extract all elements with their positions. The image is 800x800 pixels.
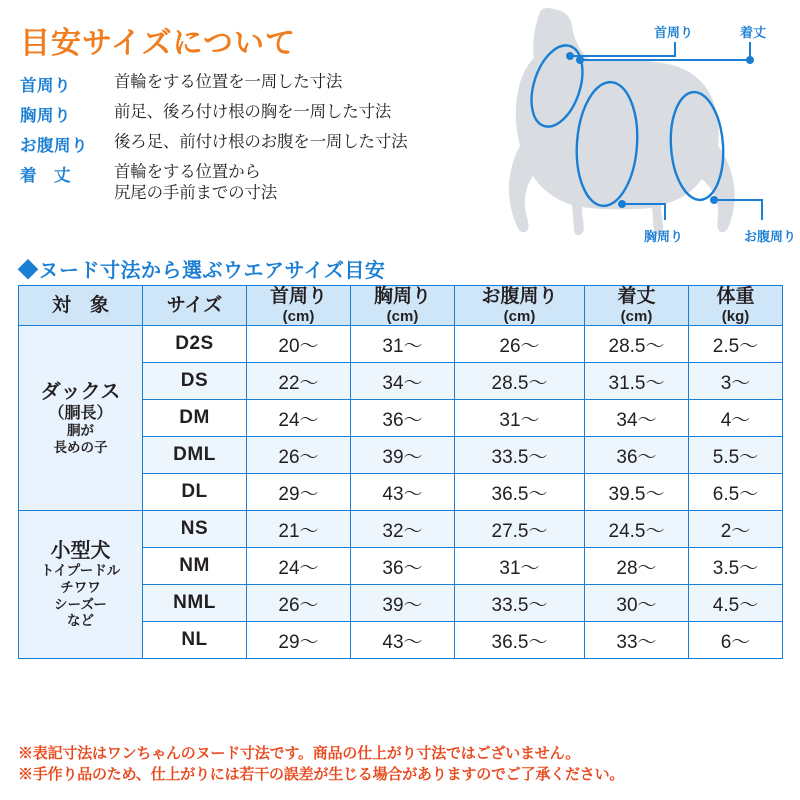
cell-neck: 24〜 xyxy=(247,548,351,585)
legend-row xyxy=(20,162,500,204)
target-cell-small-dog xyxy=(19,511,143,659)
cell-size: NM xyxy=(143,548,247,585)
header-chest xyxy=(351,286,455,326)
cell-belly: 26〜 xyxy=(455,326,585,363)
cell-size: NS xyxy=(143,511,247,548)
table-row xyxy=(19,326,783,363)
target-note: トイプードル チワワ シーズー など xyxy=(40,562,121,629)
cell-length: 39.5〜 xyxy=(585,474,689,511)
header-chest-label: 胸周り xyxy=(373,286,431,307)
legend-definition-line1: 首輪をする位置から xyxy=(114,163,261,181)
footnote-2: ※手作り品のため、仕上がりには若干の誤差が生じる場合がありますのでご了承ください。 xyxy=(18,766,625,784)
diagram-label-neck: 首周り xyxy=(654,25,694,40)
cell-chest: 36〜 xyxy=(351,400,455,437)
cell-weight: 6.5〜 xyxy=(689,474,783,511)
cell-length: 34〜 xyxy=(585,400,689,437)
cell-size: DM xyxy=(143,400,247,437)
header-size xyxy=(143,286,247,326)
cell-neck: 21〜 xyxy=(247,511,351,548)
page-title: 目安サイズについて xyxy=(20,27,296,60)
cell-length: 33〜 xyxy=(585,622,689,659)
cell-size: DML xyxy=(143,437,247,474)
header-belly xyxy=(455,286,585,326)
table-row xyxy=(19,511,783,548)
header-neck xyxy=(247,286,351,326)
cell-size: NL xyxy=(143,622,247,659)
cell-neck: 29〜 xyxy=(247,622,351,659)
cell-length: 36〜 xyxy=(585,437,689,474)
table-body xyxy=(19,326,783,659)
table-header-row xyxy=(19,286,783,326)
cell-weight: 2.5〜 xyxy=(689,326,783,363)
cell-size: D2S xyxy=(143,326,247,363)
cell-weight: 4〜 xyxy=(689,400,783,437)
header-chest-unit: (cm) xyxy=(386,307,419,325)
diagram-label-chest: 胸周り xyxy=(644,229,684,244)
cell-chest: 31〜 xyxy=(351,326,455,363)
neck-leader xyxy=(570,42,675,56)
cell-chest: 34〜 xyxy=(351,363,455,400)
legend-definition xyxy=(114,132,407,153)
legend-definition-line1: 首輪をする位置を一周した寸法 xyxy=(114,73,343,91)
cell-belly: 31〜 xyxy=(455,400,585,437)
section-heading: ◆ヌード寸法から選ぶウエアサイズ目安 xyxy=(18,260,386,282)
cell-length: 28.5〜 xyxy=(585,326,689,363)
cell-size: NML xyxy=(143,585,247,622)
cell-length: 24.5〜 xyxy=(585,511,689,548)
cell-neck: 26〜 xyxy=(247,437,351,474)
cell-weight: 3〜 xyxy=(689,363,783,400)
header-neck-unit: (cm) xyxy=(282,307,315,325)
cell-length: 30〜 xyxy=(585,585,689,622)
cell-weight: 3.5〜 xyxy=(689,548,783,585)
legend-term: 胸周り xyxy=(20,107,71,125)
cell-belly: 33.5〜 xyxy=(455,437,585,474)
header-weight-unit: (kg) xyxy=(721,307,750,325)
cell-belly: 36.5〜 xyxy=(455,474,585,511)
target-sub: （胴長） xyxy=(48,404,113,422)
cell-belly: 36.5〜 xyxy=(455,622,585,659)
cell-chest: 39〜 xyxy=(351,585,455,622)
header-size-label: サイズ xyxy=(166,294,223,316)
header-length xyxy=(585,286,689,326)
target-name: 小型犬 xyxy=(50,539,111,562)
legend-definition xyxy=(114,102,391,123)
size-table-wrap xyxy=(18,285,782,659)
cell-neck: 20〜 xyxy=(247,326,351,363)
cell-weight: 4.5〜 xyxy=(689,585,783,622)
cell-length: 31.5〜 xyxy=(585,363,689,400)
measurement-legend xyxy=(20,72,500,210)
target-name: ダックス xyxy=(40,380,121,403)
target-cell-dachshund xyxy=(19,326,143,511)
header-length-label: 着丈 xyxy=(617,286,656,307)
legend-row xyxy=(20,132,500,156)
legend-definition-line1: 後ろ足、前付け根のお腹を一周した寸法 xyxy=(114,133,408,151)
header-target xyxy=(19,286,143,326)
legend-definition xyxy=(114,72,342,93)
size-table xyxy=(18,285,783,659)
diagram-label-belly: お腹周り xyxy=(744,229,797,244)
legend-definition-line2: 尻尾の手前までの寸法 xyxy=(114,184,278,203)
cell-size: DL xyxy=(143,474,247,511)
legend-term: お腹周り xyxy=(20,137,88,155)
dog-illustration-svg xyxy=(462,4,792,254)
legend-term: 着 丈 xyxy=(20,167,71,185)
cell-chest: 36〜 xyxy=(351,548,455,585)
cell-chest: 43〜 xyxy=(351,622,455,659)
cell-neck: 24〜 xyxy=(247,400,351,437)
legend-row xyxy=(20,72,500,96)
target-note: 胴が 長めの子 xyxy=(53,422,108,455)
cell-chest: 39〜 xyxy=(351,437,455,474)
header-belly-label: お腹周り xyxy=(481,286,558,307)
header-weight xyxy=(689,286,783,326)
dog-diagram xyxy=(462,4,797,254)
cell-belly: 31〜 xyxy=(455,548,585,585)
legend-term: 首周り xyxy=(20,77,71,95)
header-length-unit: (cm) xyxy=(620,307,653,325)
cell-chest: 32〜 xyxy=(351,511,455,548)
header-belly-unit: (cm) xyxy=(503,307,536,325)
cell-weight: 6〜 xyxy=(689,622,783,659)
cell-neck: 22〜 xyxy=(247,363,351,400)
cell-belly: 28.5〜 xyxy=(455,363,585,400)
legend-definition-line1: 前足、後ろ付け根の胸を一周した寸法 xyxy=(114,103,392,121)
cell-weight: 2〜 xyxy=(689,511,783,548)
header-target-label: 対 象 xyxy=(51,294,109,316)
legend-definition xyxy=(114,162,277,204)
header-weight-label: 体重 xyxy=(716,286,755,307)
diagram-label-length: 着丈 xyxy=(740,25,767,40)
footnotes xyxy=(18,743,788,787)
cell-length: 28〜 xyxy=(585,548,689,585)
cell-neck: 26〜 xyxy=(247,585,351,622)
cell-neck: 29〜 xyxy=(247,474,351,511)
footnote-1: ※表記寸法はワンちゃんのヌード寸法です。商品の仕上がり寸法ではございません。 xyxy=(18,744,581,762)
table-header xyxy=(19,286,783,326)
header-neck-label: 首周り xyxy=(269,286,327,307)
cell-size: DS xyxy=(143,363,247,400)
cell-belly: 27.5〜 xyxy=(455,511,585,548)
cell-belly: 33.5〜 xyxy=(455,585,585,622)
cell-weight: 5.5〜 xyxy=(689,437,783,474)
legend-row xyxy=(20,102,500,126)
cell-chest: 43〜 xyxy=(351,474,455,511)
